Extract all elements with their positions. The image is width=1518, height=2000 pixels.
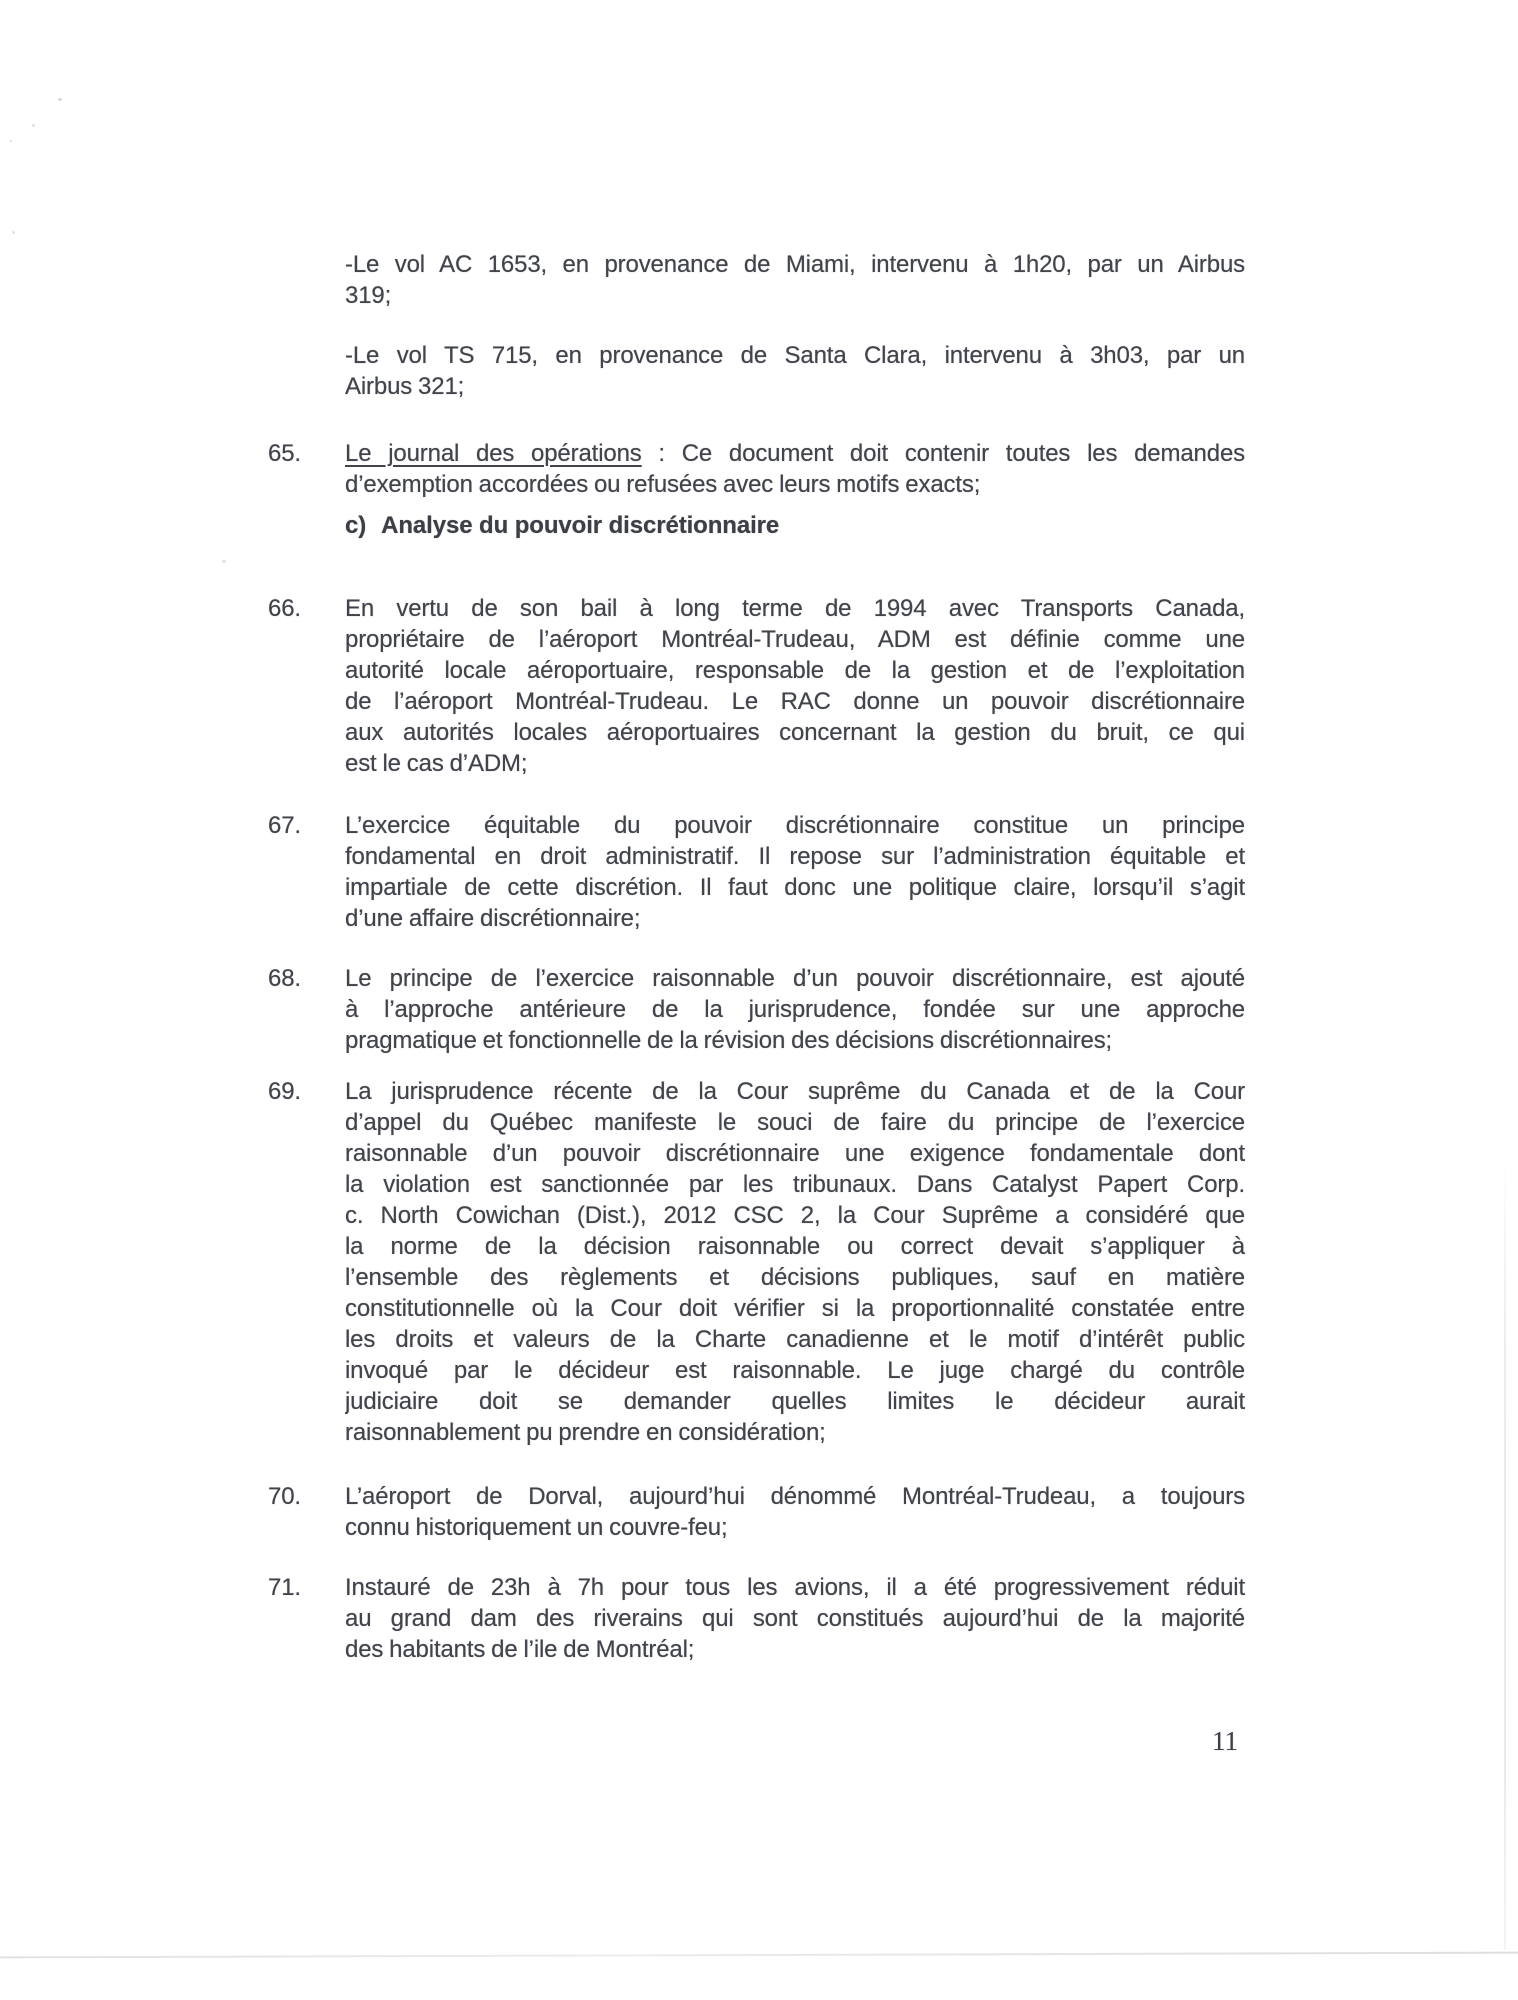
- paragraph-line: les droits et valeurs de la Charte canadienne et le motif d’intérêt public: [345, 1326, 1245, 1353]
- paragraph-line: d’exemption accordées ou refusées avec leurs motifs exacts;: [345, 471, 981, 498]
- flight-item-line: 319;: [345, 282, 392, 309]
- paragraph-line: au grand dam des riverains qui sont constitués aujourd’hui de la majorité: [345, 1605, 1245, 1632]
- paragraph-line: de l’aéroport Montréal-Trudeau. Le RAC donne un pouvoir discrétionnaire: [345, 688, 1245, 715]
- scan-speck: [222, 560, 226, 563]
- paragraph-line-rest: : Ce document doit contenir toutes les demandes: [641, 440, 1245, 467]
- flight-item-ts715: [345, 340, 1245, 402]
- paragraph-line: fondamental en droit administratif. Il repose sur l’administration équitable et: [345, 843, 1245, 870]
- paragraph-line: Instauré de 23h à 7h pour tous les avions, il a été progressivement réduit: [345, 1574, 1245, 1601]
- paragraph-line: impartiale de cette discrétion. Il faut donc une politique claire, lorsqu’il s’agit: [345, 874, 1245, 901]
- paragraph-line: L’aéroport de Dorval, aujourd’hui dénommé Montréal-Trudeau, a toujours: [345, 1483, 1245, 1510]
- scan-speck: [12, 231, 15, 234]
- scan-artifact-horizontal-line: [0, 1952, 1518, 1959]
- paragraph-68: [268, 963, 1245, 1056]
- paragraph-65: [268, 438, 1245, 500]
- paragraph-line: La jurisprudence récente de la Cour suprême du Canada et de la Cour: [345, 1078, 1245, 1105]
- paragraph-number: 67.: [268, 812, 301, 839]
- paragraph-line: L’exercice équitable du pouvoir discrétionnaire constitue un principe: [345, 812, 1245, 839]
- paragraph-67: [268, 810, 1245, 934]
- paragraph-line: d’appel du Québec manifeste le souci de faire du principe de l’exercice: [345, 1109, 1245, 1136]
- paragraph-line: est le cas d’ADM;: [345, 750, 528, 777]
- paragraph-line: d’une affaire discrétionnaire;: [345, 905, 641, 932]
- paragraph-number: 65.: [268, 440, 301, 467]
- paragraph-number: 71.: [268, 1574, 301, 1601]
- paragraph-line: l’ensemble des règlements et décisions publiques, sauf en matière: [345, 1264, 1245, 1291]
- underlined-phrase: Le journal des opérations: [345, 440, 642, 467]
- paragraph-number: 69.: [268, 1078, 301, 1105]
- paragraph-line: judiciaire doit se demander quelles limites le décideur aurait: [345, 1388, 1245, 1415]
- paragraph-line: la norme de la décision raisonnable ou correct devait s’appliquer à: [345, 1233, 1245, 1260]
- paragraph-number: 66.: [268, 595, 301, 622]
- paragraph-line: raisonnablement pu prendre en considération;: [345, 1419, 826, 1446]
- paragraph-line: En vertu de son bail à long terme de 1994 avec Transports Canada,: [345, 595, 1245, 622]
- scan-speck: [32, 124, 35, 127]
- paragraph-number: 68.: [268, 965, 301, 992]
- paragraph-number: 70.: [268, 1483, 301, 1510]
- paragraph-line: Le principe de l’exercice raisonnable d’un pouvoir discrétionnaire, est ajouté: [345, 965, 1245, 992]
- scan-speck: [58, 98, 62, 101]
- flight-item-line: -Le vol AC 1653, en provenance de Miami, intervenu à 1h20, par un Airbus: [345, 251, 1245, 278]
- paragraph-line: [345, 438, 1245, 469]
- section-heading-c: [345, 510, 1245, 541]
- scan-artifact-vertical-line: [1504, 1150, 1506, 1950]
- paragraph-69: [268, 1076, 1245, 1448]
- paragraph-line: invoqué par le décideur est raisonnable. Le juge chargé du contrôle: [345, 1357, 1245, 1384]
- paragraph-71: [268, 1572, 1245, 1665]
- paragraph-line: raisonnable d’un pouvoir discrétionnaire une exigence fondamentale dont: [345, 1140, 1245, 1167]
- paragraph-line: propriétaire de l’aéroport Montréal-Trudeau, ADM est définie comme une: [345, 626, 1245, 653]
- paragraph-line: la violation est sanctionnée par les tribunaux. Dans Catalyst Papert Corp.: [345, 1171, 1245, 1198]
- heading-marker: c): [345, 512, 367, 539]
- paragraph-line: à l’approche antérieure de la jurisprudence, fondée sur une approche: [345, 996, 1245, 1023]
- paragraph-line: pragmatique et fonctionnelle de la révision des décisions discrétionnaires;: [345, 1027, 1113, 1054]
- paragraph-66: [268, 593, 1245, 779]
- paragraph-line: c. North Cowichan (Dist.), 2012 CSC 2, la Cour Suprême a considéré que: [345, 1202, 1245, 1229]
- paragraph-line: des habitants de l’ile de Montréal;: [345, 1636, 695, 1663]
- paragraph-line: constitutionnelle où la Cour doit vérifier si la proportionnalité constatée entre: [345, 1295, 1245, 1322]
- page-number: 11: [1212, 1726, 1238, 1756]
- paragraph-line: aux autorités locales aéroportuaires concernant la gestion du bruit, ce qui: [345, 719, 1245, 746]
- flight-item-ac1653: [345, 249, 1245, 311]
- flight-item-line: Airbus 321;: [345, 373, 465, 400]
- flight-item-line: -Le vol TS 715, en provenance de Santa Clara, intervenu à 3h03, par un: [345, 342, 1245, 369]
- scan-speck: [9, 140, 12, 142]
- paragraph-line: connu historiquement un couvre-feu;: [345, 1514, 728, 1541]
- paragraph-70: [268, 1481, 1245, 1543]
- heading-text: Analyse du pouvoir discrétionnaire: [381, 512, 780, 539]
- paragraph-line: autorité locale aéroportuaire, responsable de la gestion et de l’exploitation: [345, 657, 1245, 684]
